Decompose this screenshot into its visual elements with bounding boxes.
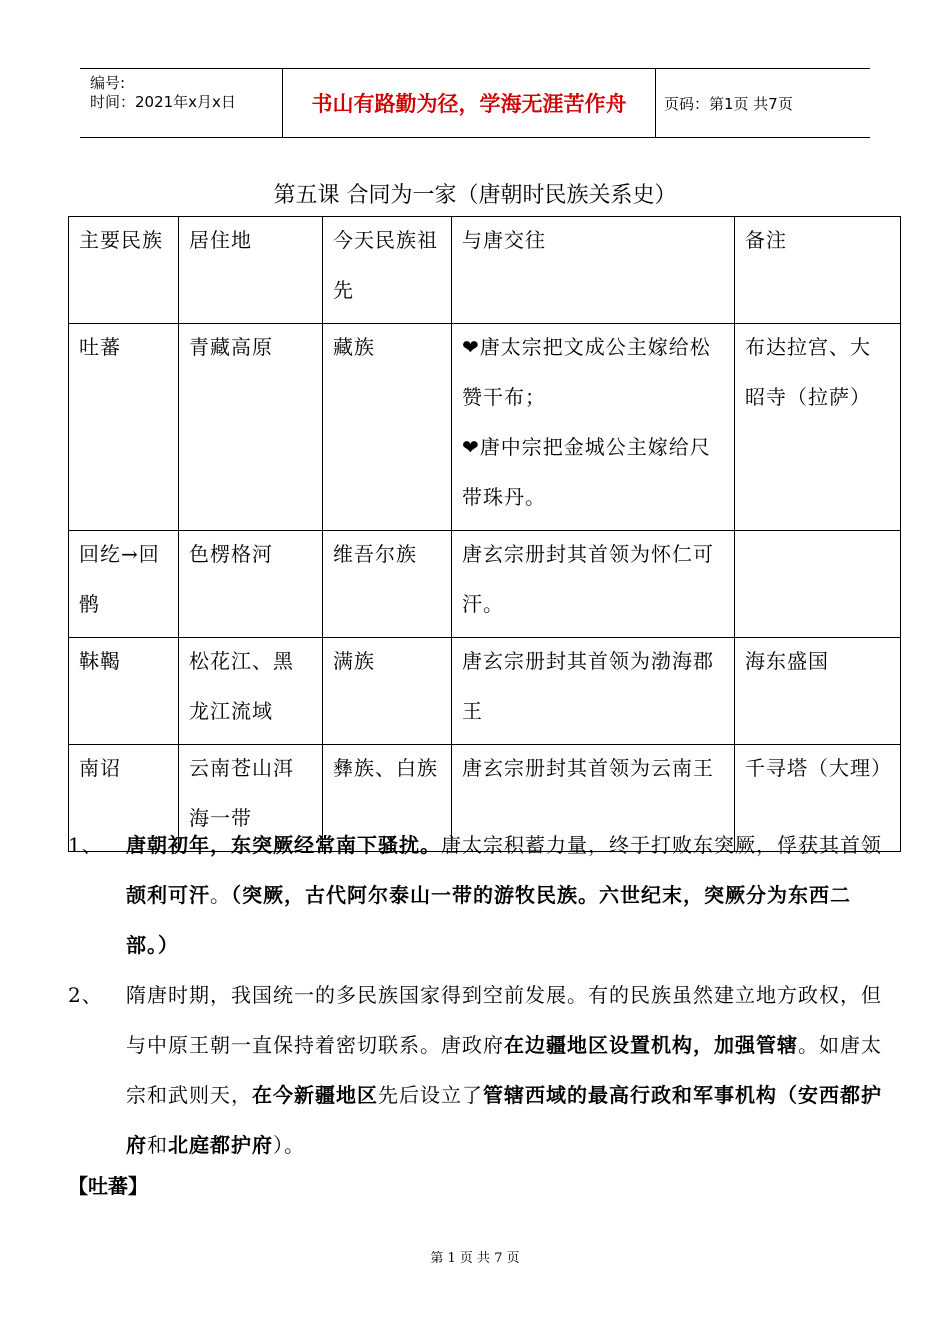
header-cell: 今天民族祖先 xyxy=(323,217,452,324)
residence-cell: 青藏高原 xyxy=(179,324,323,531)
ethnic-cell: 吐蕃 xyxy=(69,324,179,531)
table-header-row xyxy=(69,217,901,324)
header-cell: 主要民族 xyxy=(69,217,179,324)
note-cell xyxy=(735,531,901,638)
residence-cell: 云南苍山洱海一带 xyxy=(179,745,323,852)
header-motto: 书山有路勤为径，学海无涯苦作舟 xyxy=(282,69,656,137)
bold-text: 管辖西域的最高行政和军事机构（安西都护府 xyxy=(126,1083,882,1157)
text: 唐太宗积蓄力量，终于打败东突厥，俘获其首领 xyxy=(441,833,882,857)
paragraph-number: 1、 xyxy=(68,833,103,857)
text: ）。 xyxy=(273,1133,305,1157)
ancestor-cell: 满族 xyxy=(323,638,452,745)
table-row xyxy=(69,531,901,638)
header-info xyxy=(80,69,282,137)
relation-cell: 唐玄宗册封其首领为云南王 xyxy=(452,745,735,852)
text: 隋唐时期，我国统一的多民族国家得到空前发展。有的民族虽然建立地方政权，但与中原王朝一直保持着密切联系。唐政府 xyxy=(126,983,882,1057)
paragraph-2 xyxy=(68,970,888,1170)
page-indicator: 页码：第1页 共7页 xyxy=(664,94,793,113)
relation-line: ❤唐中宗把金城公主嫁给尺带珠丹。 xyxy=(462,435,711,509)
bold-text: 在今新疆地区 xyxy=(252,1083,378,1107)
text: 和 xyxy=(147,1133,168,1157)
ancestor-cell: 彝族、白族 xyxy=(323,745,452,852)
bold-text: 唐朝初年，东突厥经常南下骚扰。 xyxy=(126,833,441,857)
relation-cell: 唐玄宗册封其首领为怀仁可汗。 xyxy=(452,531,735,638)
section-heading: 【吐蕃】 xyxy=(68,1174,148,1198)
text: 先后设立了 xyxy=(378,1083,483,1107)
bold-text: （突厥，古代阿尔泰山一带的游牧民族。六世纪末，突厥分为东西二部。） xyxy=(126,883,851,957)
paragraph-body xyxy=(126,820,888,970)
bold-text: 北庭都护府 xyxy=(168,1133,273,1157)
paragraph-body xyxy=(126,970,888,1170)
residence-cell: 色楞格河 xyxy=(179,531,323,638)
lesson-title: 第五课 合同为一家（唐朝时民族关系史） xyxy=(273,183,677,208)
header-cell: 备注 xyxy=(735,217,901,324)
text: 。如唐太宗和武则天， xyxy=(126,1033,882,1107)
number-label: 编号: xyxy=(90,74,126,92)
text: 。 xyxy=(210,883,231,907)
note-cell: 海东盛国 xyxy=(735,638,901,745)
relation-cell: 唐玄宗册封其首领为渤海郡王 xyxy=(452,638,735,745)
page-header xyxy=(80,68,870,138)
paragraph-number: 2、 xyxy=(68,983,103,1007)
time-label: 时间：2021年x月x日 xyxy=(90,93,236,111)
header-cell: 与唐交往 xyxy=(452,217,735,324)
ancestor-cell: 维吾尔族 xyxy=(323,531,452,638)
note-cell: 千寻塔（大理） xyxy=(735,745,901,852)
ethnic-cell: 靺鞨 xyxy=(69,638,179,745)
table-row xyxy=(69,324,901,531)
ethnic-cell: 回纥→回鹘 xyxy=(69,531,179,638)
ethnic-relations-table xyxy=(68,216,901,852)
table-row xyxy=(69,638,901,745)
bold-text: 在边疆地区设置机构，加强管辖 xyxy=(504,1033,798,1057)
relation-line: ❤唐太宗把文成公主嫁给松赞干布； xyxy=(462,335,711,409)
page-footer: 第 1 页 共 7 页 xyxy=(430,1251,520,1266)
relation-cell xyxy=(452,324,735,531)
paragraph-1 xyxy=(68,820,888,970)
header-cell: 居住地 xyxy=(179,217,323,324)
ancestor-cell: 藏族 xyxy=(323,324,452,531)
residence-cell: 松花江、黑龙江流域 xyxy=(179,638,323,745)
bold-text: 颉利可汗 xyxy=(126,883,210,907)
ethnic-cell: 南诏 xyxy=(69,745,179,852)
note-cell: 布达拉宫、大昭寺（拉萨） xyxy=(735,324,901,531)
